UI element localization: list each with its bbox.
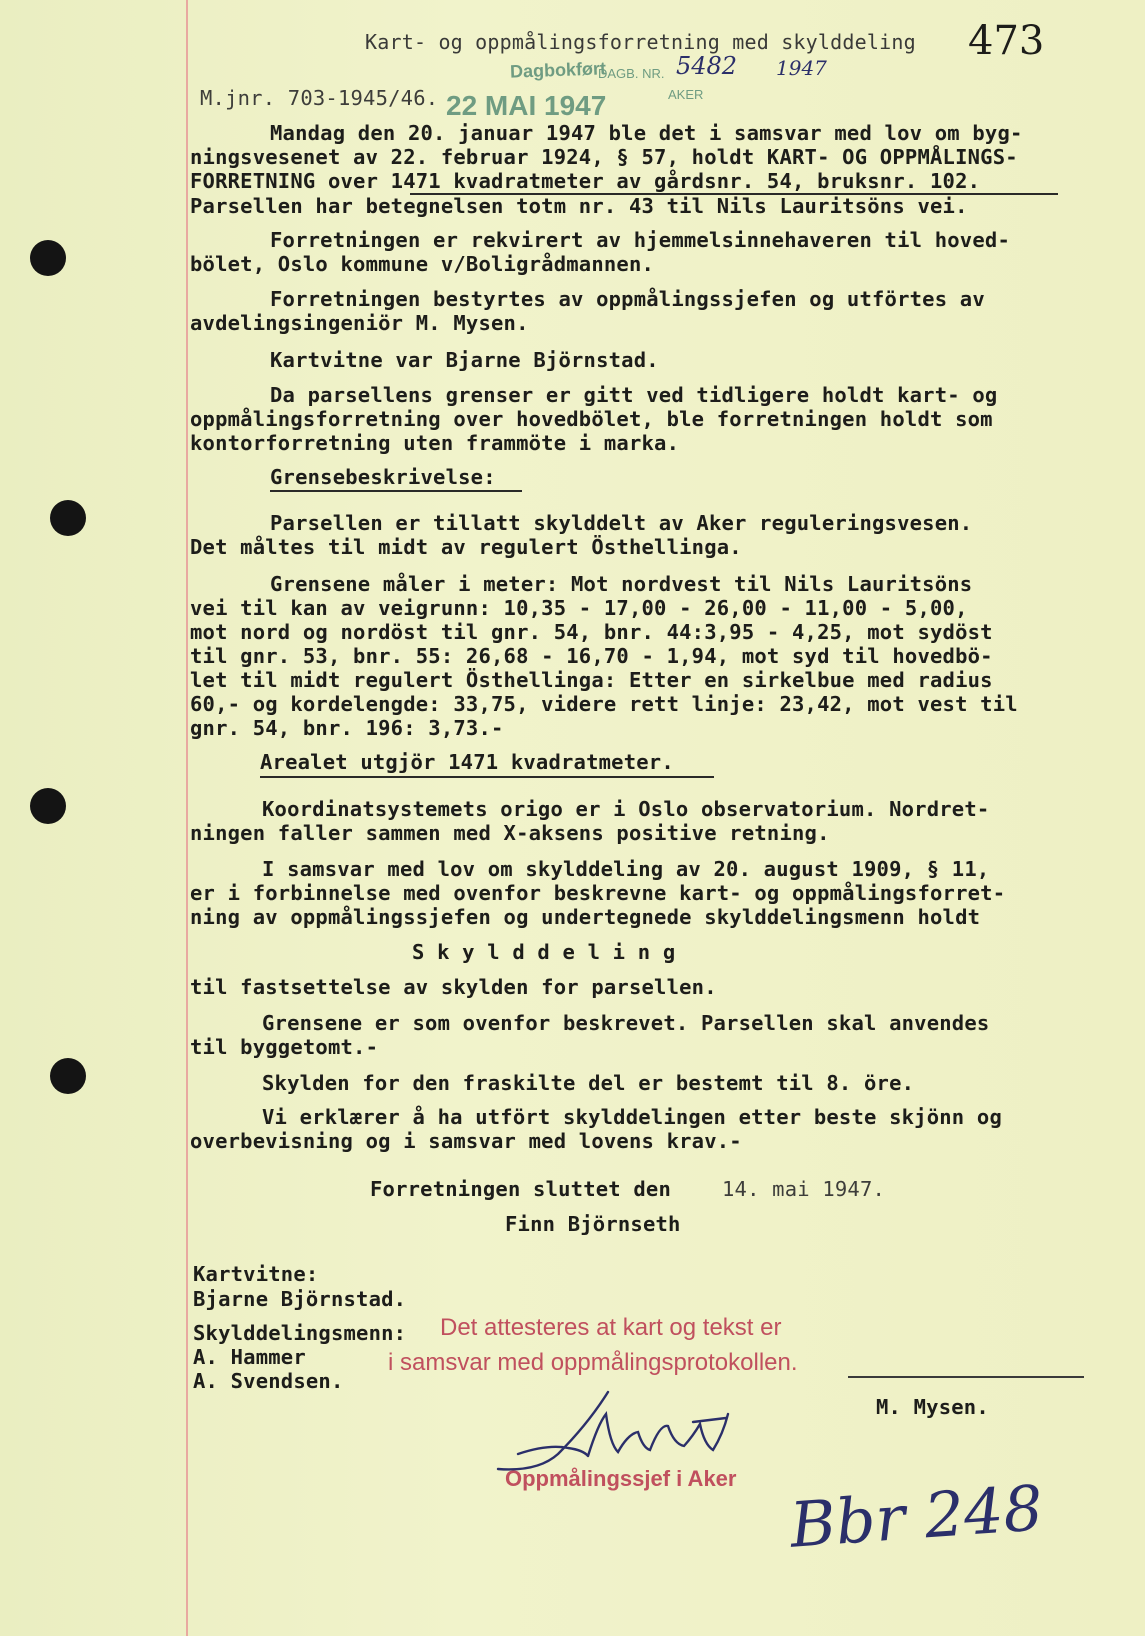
role-stamp: Oppmålingssjef i Aker bbox=[505, 1466, 737, 1491]
p2-line-1: Forretningen er rekvirert av hjemmelsinnehaveren til hoved- bbox=[270, 228, 1010, 252]
attest-stamp-line-2: i samsvar med oppmålingsprotokollen. bbox=[388, 1349, 798, 1376]
attest-stamp-line-1: Det attesteres at kart og tekst er bbox=[440, 1314, 782, 1341]
p7-line-2: vei til kan av veigrunn: 10,35 - 17,00 - 26,00 - 11,00 - 5,00, bbox=[190, 596, 968, 620]
p13-line-2: overbevisning og i samsvar med lovens krav.- bbox=[190, 1129, 742, 1153]
p6-line-1: Parsellen er tillatt skylddelt av Aker reguleringsvesen. bbox=[270, 511, 973, 535]
closing-date: 14. mai 1947. bbox=[722, 1177, 886, 1201]
p7-line-6: 60,- og kordelengde: 33,75, videre rett linje: 23,42, mot vest til bbox=[190, 692, 1018, 716]
p7-line-3: mot nord og nordöst til gnr. 54, bnr. 44:3,95 - 4,25, mot sydöst bbox=[190, 620, 993, 644]
punch-hole-3 bbox=[30, 788, 66, 824]
dagb-nr-label: DAGB. NR. bbox=[598, 66, 665, 81]
dagb-year: 1947 bbox=[776, 56, 827, 80]
p5-line-3: kontorforretning uten frammöte i marka. bbox=[190, 431, 680, 455]
p7-line-7: gnr. 54, bnr. 196: 3,73.- bbox=[190, 716, 504, 740]
skylddelingsmann-1: A. Hammer bbox=[193, 1345, 306, 1369]
skylddelingsmann-2: A. Svendsen. bbox=[193, 1369, 344, 1393]
p1-line-1: Mandag den 20. januar 1947 ble det i samsvar med lov om byg- bbox=[270, 121, 1023, 145]
mysen-name: M. Mysen. bbox=[876, 1395, 989, 1419]
p5-line-1: Da parsellens grenser er gitt ved tidligere holdt kart- og bbox=[270, 383, 998, 407]
dagb-nr-value: 5482 bbox=[676, 52, 738, 80]
section-heading: Grensebeskrivelse: bbox=[270, 465, 496, 489]
p8-line-2: ningen faller sammen med X-aksens positive retning. bbox=[190, 821, 830, 845]
p11-line-2: til byggetomt.- bbox=[190, 1035, 379, 1059]
page-header-title: Kart- og oppmålingsforretning med skylddeling bbox=[365, 30, 916, 54]
area-underline bbox=[260, 776, 714, 778]
margin-line bbox=[186, 0, 188, 1636]
closing-text: Forretningen sluttet den bbox=[370, 1177, 672, 1201]
punch-hole-1 bbox=[30, 240, 66, 276]
p6-line-2: Det måltes til midt av regulert Östhellinga. bbox=[190, 535, 742, 559]
p2-line-2: bölet, Oslo kommune v/Boligrådmannen. bbox=[190, 252, 655, 276]
skylddelingsmenn-label: Skylddelingsmenn: bbox=[193, 1321, 407, 1345]
signer-name: Finn Björnseth bbox=[505, 1212, 681, 1236]
p4-line: Kartvitne var Bjarne Björnstad. bbox=[270, 348, 659, 372]
p13-line-1: Vi erklærer å ha utfört skylddelingen etter beste skjönn og bbox=[262, 1105, 1002, 1129]
p1-line-3: FORRETNING over 1471 kvadratmeter av gårdsnr. 54, bruksnr. 102. bbox=[190, 169, 981, 193]
p9-line-2: er i forbinnelse med ovenfor beskrevne kart- og oppmålingsforret- bbox=[190, 881, 1006, 905]
p7-line-4: til gnr. 53, bnr. 55: 26,68 - 16,70 - 1,94, mot syd til hovedbö- bbox=[190, 644, 993, 668]
area-statement: Arealet utgjör 1471 kvadratmeter. bbox=[260, 750, 674, 774]
p1-line-4: Parsellen har betegnelsen totm nr. 43 til Nils Lauritsöns vei. bbox=[190, 194, 968, 218]
p12-line: Skylden for den fraskilte del er bestemt til 8. öre. bbox=[262, 1071, 915, 1095]
p1-line-2: ningsvesenet av 22. februar 1924, § 57, holdt KART- OG OPPMÅLINGS- bbox=[190, 145, 1018, 169]
p8-line-1: Koordinatsystemets origo er i Oslo observatorium. Nordret- bbox=[262, 797, 990, 821]
kartvitne-label: Kartvitne: bbox=[193, 1262, 319, 1286]
place-stamp: AKER bbox=[668, 87, 704, 102]
signature-line bbox=[848, 1376, 1084, 1378]
p7-line-5: let til midt regulert Östhellinga: Etter en sirkelbue med radius bbox=[190, 668, 993, 692]
kartvitne-name: Bjarne Björnstad. bbox=[193, 1287, 407, 1311]
punch-hole-4 bbox=[50, 1058, 86, 1094]
skylddeling-heading: S k y l d d e l i n g bbox=[412, 940, 676, 964]
heading-underline bbox=[270, 490, 522, 492]
p3-line-2: avdelingsingeniör M. Mysen. bbox=[190, 311, 529, 335]
p7-line-1: Grensene måler i meter: Mot nordvest til Nils Lauritsöns bbox=[270, 572, 973, 596]
p3-line-1: Forretningen bestyrtes av oppmålingssjefen og utförtes av bbox=[270, 287, 985, 311]
p11-line-1: Grensene er som ovenfor beskrevet. Parsellen skal anvendes bbox=[262, 1011, 990, 1035]
p9-line-3: ning av oppmålingssjefen og undertegnede skylddelingsmenn holdt bbox=[190, 905, 981, 929]
punch-hole-2 bbox=[50, 500, 86, 536]
dagbok-stamp-label: Dagbokført bbox=[509, 58, 607, 82]
page-number: 473 bbox=[968, 18, 1045, 64]
handwritten-note: Bbr 248 bbox=[787, 1471, 1046, 1562]
p5-line-2: oppmålingsforretning over hovedbölet, ble forretningen holdt som bbox=[190, 407, 993, 431]
journal-number: M.jnr. 703-1945/46. bbox=[200, 86, 439, 110]
p9-line-1: I samsvar med lov om skylddeling av 20. august 1909, § 11, bbox=[262, 857, 990, 881]
p10-line: til fastsettelse av skylden for parsellen. bbox=[190, 975, 717, 999]
date-stamp: 22 MAI 1947 bbox=[446, 90, 607, 121]
